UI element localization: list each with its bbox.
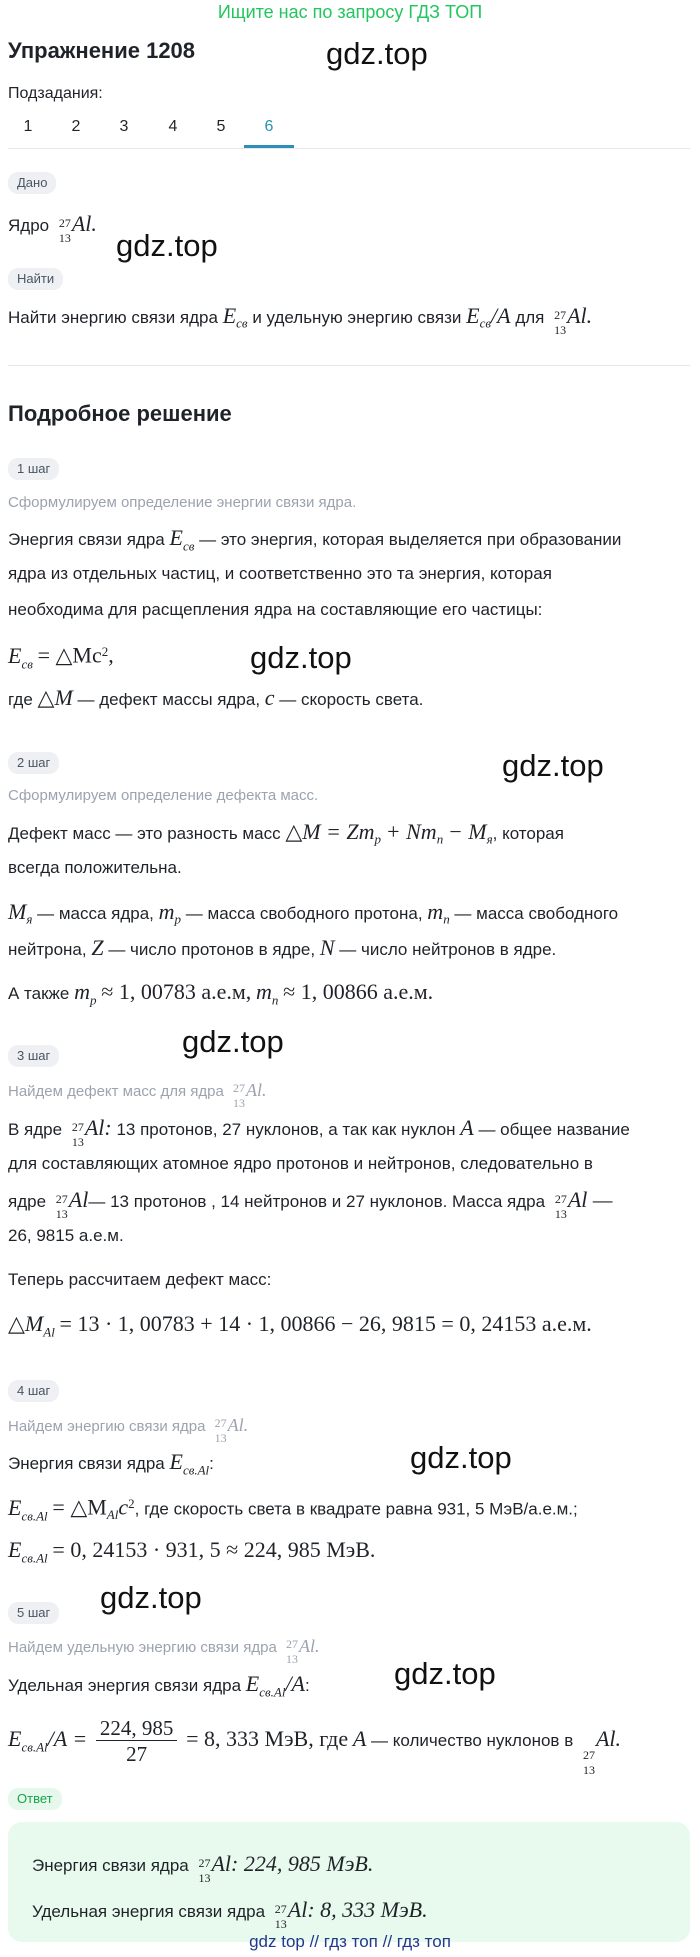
given-badge: Дано	[8, 172, 56, 194]
formula-body: = 13 · 1, 00783 + 14 · 1, 00866 − 26, 9815 = 0, 24153 а.е.м.	[59, 1311, 592, 1336]
active-tab-indicator	[244, 145, 294, 148]
nucleus-symbol: 27 13	[554, 1191, 567, 1221]
step-5-hint	[8, 1634, 320, 1667]
nucleus-symbol: 27 13	[198, 1855, 211, 1885]
math-punct: ,	[108, 642, 114, 668]
step-3-hint	[8, 1078, 267, 1111]
math-sup: 2	[128, 1496, 135, 1511]
math-sub: n	[436, 831, 444, 847]
text-part: — число нейтронов в ядре.	[339, 940, 557, 959]
text-part: Энергия связи ядра	[8, 530, 165, 549]
step-1-badge: 1 шаг	[8, 458, 59, 480]
math-sub: я	[486, 831, 493, 847]
step-3-text	[8, 1115, 630, 1149]
text-part: — масса свободного протона,	[185, 904, 423, 923]
step-5-badge: 5 шаг	[8, 1602, 59, 1624]
math-symbol: + Nm	[385, 819, 437, 844]
watermark: gdz.top	[410, 1440, 512, 1475]
given-text	[8, 211, 97, 245]
math-symbol: /A	[491, 303, 511, 328]
nucleus-name: Al.	[71, 211, 97, 236]
fraction-denominator: 27	[126, 1742, 148, 1767]
math-symbol: $E_{св.Al}/A$ =	[8, 1726, 88, 1755]
fraction	[96, 1716, 178, 1767]
solution-heading: Подробное решение	[8, 401, 232, 426]
text-part: Энергия связи ядра	[8, 1454, 165, 1473]
math-symbol: $E_{св.Al}$	[169, 1449, 210, 1478]
section-divider	[8, 365, 690, 366]
page-title: Упражнение 1208	[8, 38, 196, 63]
step-1-text	[8, 526, 621, 558]
text-part: :	[305, 1676, 310, 1695]
step-3-text: Теперь рассчитаем дефект масс:	[8, 1270, 272, 1289]
watermark: gdz.top	[502, 748, 604, 783]
nucleus-symbol: 27 13	[274, 1901, 287, 1931]
find-text-part: для	[515, 308, 545, 327]
math-sub: св	[236, 315, 248, 331]
math-symbol: E	[222, 303, 237, 328]
text-part: где	[8, 690, 33, 709]
nucleus-name: Al —	[567, 1187, 613, 1212]
math-symbol: c	[264, 685, 275, 710]
step-2-text	[8, 900, 618, 931]
text-part: — масса ядра,	[37, 904, 154, 923]
math-sub: Al	[106, 1507, 119, 1523]
given-label: Ядро	[8, 216, 50, 235]
nucleus-symbol: 27 13	[582, 1747, 595, 1777]
step-4-badge: 4 шаг	[8, 1380, 59, 1402]
footer-links: gdz top // гдз топ // гдз топ	[249, 1932, 451, 1951]
step-1-text: ядра из отдельных частиц, и соответственно это та энергия, которая	[8, 564, 552, 583]
step-4-text	[8, 1450, 214, 1482]
formula-body: = △M	[52, 1494, 107, 1520]
step-3-badge: 3 шаг	[8, 1045, 59, 1067]
step-2-text: всегда положительна.	[8, 858, 182, 877]
text-part: — дефект массы ядра,	[77, 690, 261, 709]
formula-body: = △Mc	[37, 642, 102, 668]
answer-line	[32, 1851, 374, 1885]
find-text-part: и удельную энергию связи	[252, 308, 462, 327]
step-4-formula	[8, 1538, 375, 1570]
fraction-numerator: 224, 985	[96, 1716, 178, 1741]
step-4-formula	[8, 1492, 578, 1528]
step-3-formula	[8, 1312, 592, 1344]
text-part: нейтрона,	[8, 940, 87, 959]
step-4-hint	[8, 1413, 249, 1446]
watermark: gdz.top	[250, 640, 352, 675]
nucleus-name: Al	[68, 1187, 89, 1212]
math-sub: p	[174, 911, 182, 927]
text-part: , где скорость света в квадрате равна 931, 5 МэВ/а.е.м.;	[134, 1499, 578, 1519]
text-part: — это энергия, которая выделяется при образовании	[199, 530, 622, 549]
step-3-text	[8, 1187, 613, 1221]
step-2-hint: Сформулируем определение дефекта масс.	[8, 787, 319, 804]
subtask-tabs	[8, 112, 690, 149]
math-sub: n	[443, 911, 450, 927]
nucleus-symbol: 27 13	[285, 1637, 298, 1667]
math-symbol: c	[118, 1494, 129, 1520]
tab-4[interactable]: 4	[168, 118, 178, 135]
find-text	[8, 304, 592, 335]
math-sub: св	[479, 315, 492, 331]
answer-box	[8, 1822, 690, 1942]
text-part: В ядре	[8, 1120, 63, 1139]
math-symbol: E	[466, 303, 480, 328]
step-5-formula	[8, 1710, 621, 1776]
watermark: gdz.top	[394, 1656, 496, 1691]
tab-6[interactable]: 6	[264, 118, 274, 135]
nucleus-symbol: 27 13	[554, 307, 567, 337]
text-part: — число протонов в ядре,	[108, 940, 316, 959]
text-part: — общее название	[478, 1120, 630, 1139]
math-symbol: $E_{св}$	[169, 525, 195, 554]
math-symbol: M	[8, 899, 27, 924]
tab-3[interactable]: 3	[119, 118, 129, 135]
nucleus-name: Al.	[595, 1726, 622, 1751]
math-symbol: $E_{св.Al}$	[8, 1494, 48, 1524]
text-part: :	[209, 1454, 214, 1473]
answer-badge: Ответ	[8, 1788, 62, 1810]
nucleus-name: Al:	[84, 1115, 112, 1140]
math-symbol: $\triangle M_{Al}$	[8, 1311, 55, 1340]
nucleus-name: Al.	[246, 1080, 267, 1100]
nucleus-symbol: 27 13	[214, 1416, 227, 1446]
math-value: ≈ 1, 00866 а.е.м.	[283, 979, 434, 1004]
math-symbol: $E_{св.Al}$	[8, 1537, 48, 1566]
math-symbol: $m_n$	[256, 979, 279, 1008]
text-part: Дефект масс — это разность масс	[8, 824, 281, 843]
step-3-text: для составляющих атомное ядро протонов и нейтронов, следовательно в	[8, 1154, 593, 1173]
text-part: Энергия связи ядра	[32, 1856, 189, 1875]
nucleus-name: Al.	[567, 303, 593, 328]
answer-line	[32, 1897, 428, 1931]
watermark: gdz.top	[182, 1024, 284, 1059]
nucleus-symbol: 27 13	[71, 1119, 84, 1149]
tab-2[interactable]: 2	[71, 118, 81, 135]
math-symbol: $E_{св}$	[8, 642, 33, 672]
math-symbol: A	[352, 1726, 367, 1751]
nucleus-name: Al: 8, 333 МэВ.	[287, 1897, 428, 1922]
math-sub: p	[374, 831, 382, 847]
nucleus-name: Al.	[298, 1636, 320, 1656]
text-part: — количество нуклонов в	[371, 1731, 574, 1750]
text-part: , которая	[492, 824, 564, 843]
nucleus-name: Al.	[227, 1415, 249, 1435]
find-text-part: Найти энергию связи ядра	[8, 308, 218, 327]
text-part: — масса свободного	[454, 904, 619, 923]
nucleus-symbol: 27 13	[58, 215, 71, 245]
step-2-badge: 2 шаг	[8, 752, 59, 774]
step-1-text	[8, 686, 423, 712]
watermark: gdz.top	[100, 1580, 202, 1615]
step-5-text	[8, 1672, 310, 1704]
step-1-text: необходима для расщепления ядра на составляющие его частицы:	[8, 600, 543, 619]
step-2-text	[8, 820, 564, 851]
watermark: gdz.top	[116, 228, 218, 263]
math-symbol: A	[460, 1115, 474, 1140]
math-symbol: $E_{св.Al}/A$	[245, 1671, 305, 1700]
tab-1[interactable]: 1	[23, 118, 33, 135]
math-sub: я	[26, 911, 33, 927]
formula-body: = 0, 24153 · 931, 5 ≈ 224, 985 МэВ.	[52, 1537, 376, 1562]
text-part: Удельная энергия связи ядра	[8, 1676, 242, 1695]
math-symbol: △M	[37, 685, 73, 710]
hint-text: Найдем энергию связи ядра	[8, 1418, 206, 1435]
math-symbol: m	[427, 899, 444, 924]
math-symbol: − M	[447, 819, 487, 844]
math-value: ≈ 1, 00783 а.е.м,	[101, 979, 252, 1004]
math-symbol: N	[319, 935, 335, 960]
text-part: Удельная энергия связи ядра	[32, 1902, 266, 1921]
step-2-text	[8, 936, 556, 962]
text-part: А также	[8, 984, 70, 1003]
promo-banner: Ищите нас по запросу ГДЗ ТОП	[217, 2, 483, 22]
hint-text: Найдем удельную энергию связи ядра	[8, 1639, 277, 1656]
math-symbol: Z	[91, 935, 104, 960]
nucleus-name: Al: 224, 985 МэВ.	[211, 1851, 374, 1876]
text-part: 13 протонов, 27 нуклонов, а так как нуклон	[116, 1120, 456, 1139]
math-symbol: m	[158, 899, 175, 924]
formula-body: = 8, 333 МэВ, где	[186, 1726, 349, 1751]
text-part: — скорость света.	[279, 690, 424, 709]
text-part: ядре	[8, 1192, 47, 1211]
subtasks-label: Подзадания:	[8, 85, 103, 102]
nucleus-symbol: 27 13	[233, 1081, 246, 1111]
text-part: — 13 протонов , 14 нейтронов и 27 нуклонов. Масса ядра	[88, 1192, 546, 1211]
nucleus-symbol: 27 13	[55, 1191, 68, 1221]
step-2-text	[8, 980, 433, 1012]
math-symbol: △M = Zm	[285, 819, 375, 844]
step-3-text: 26, 9815 а.е.м.	[8, 1226, 124, 1245]
hint-text: Найдем дефект масс для ядра	[8, 1083, 224, 1100]
step-1-formula	[8, 640, 114, 676]
step-1-hint: Сформулируем определение энергии связи ядра.	[8, 494, 357, 511]
find-badge: Найти	[8, 268, 63, 290]
math-symbol: $m_p$	[74, 979, 97, 1008]
watermark: gdz.top	[326, 36, 428, 71]
math-sup: 2	[101, 644, 109, 659]
tab-5[interactable]: 5	[216, 118, 226, 135]
